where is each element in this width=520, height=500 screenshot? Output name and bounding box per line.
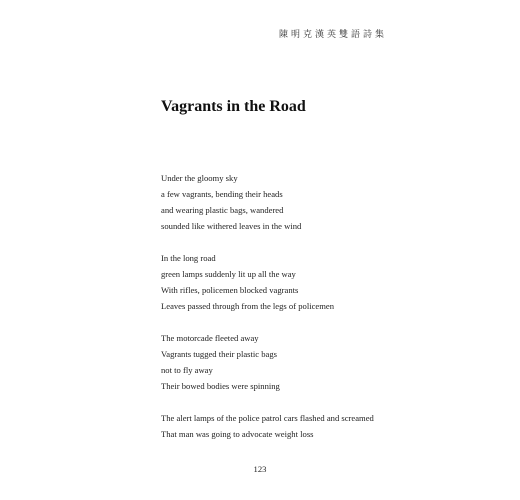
running-header: 陳明克漢英雙語詩集 [278, 29, 387, 39]
poem-line: Vagrants tugged their plastic bags [161, 349, 277, 359]
stanza-2 [161, 250, 374, 314]
poem-line: In the long road [161, 253, 216, 263]
poem-line: The alert lamps of the police patrol cars flashed and screamed [161, 413, 374, 423]
poem-line: sounded like withered leaves in the wind [161, 221, 302, 231]
poem-line: a few vagrants, bending their heads [161, 189, 283, 199]
poem-line: With rifles, policemen blocked vagrants [161, 285, 299, 295]
poem-title: Vagrants in the Road [161, 98, 306, 115]
stanza-3 [161, 330, 374, 394]
poem-line: Under the gloomy sky [161, 173, 238, 183]
poem-line: The motorcade fleeted away [161, 333, 259, 343]
poem-body [161, 170, 374, 458]
page-number: 123 [253, 464, 267, 474]
poem-line: Leaves passed through from the legs of policemen [161, 301, 335, 311]
poem-line: not to fly away [161, 365, 213, 375]
stanza-4 [161, 410, 374, 442]
poem-line: and wearing plastic bags, wandered [161, 205, 284, 215]
poem-line: Their bowed bodies were spinning [161, 381, 280, 391]
poem-line: green lamps suddenly lit up all the way [161, 269, 296, 279]
poem-line: That man was going to advocate weight loss [161, 429, 314, 439]
stanza-1 [161, 170, 374, 234]
